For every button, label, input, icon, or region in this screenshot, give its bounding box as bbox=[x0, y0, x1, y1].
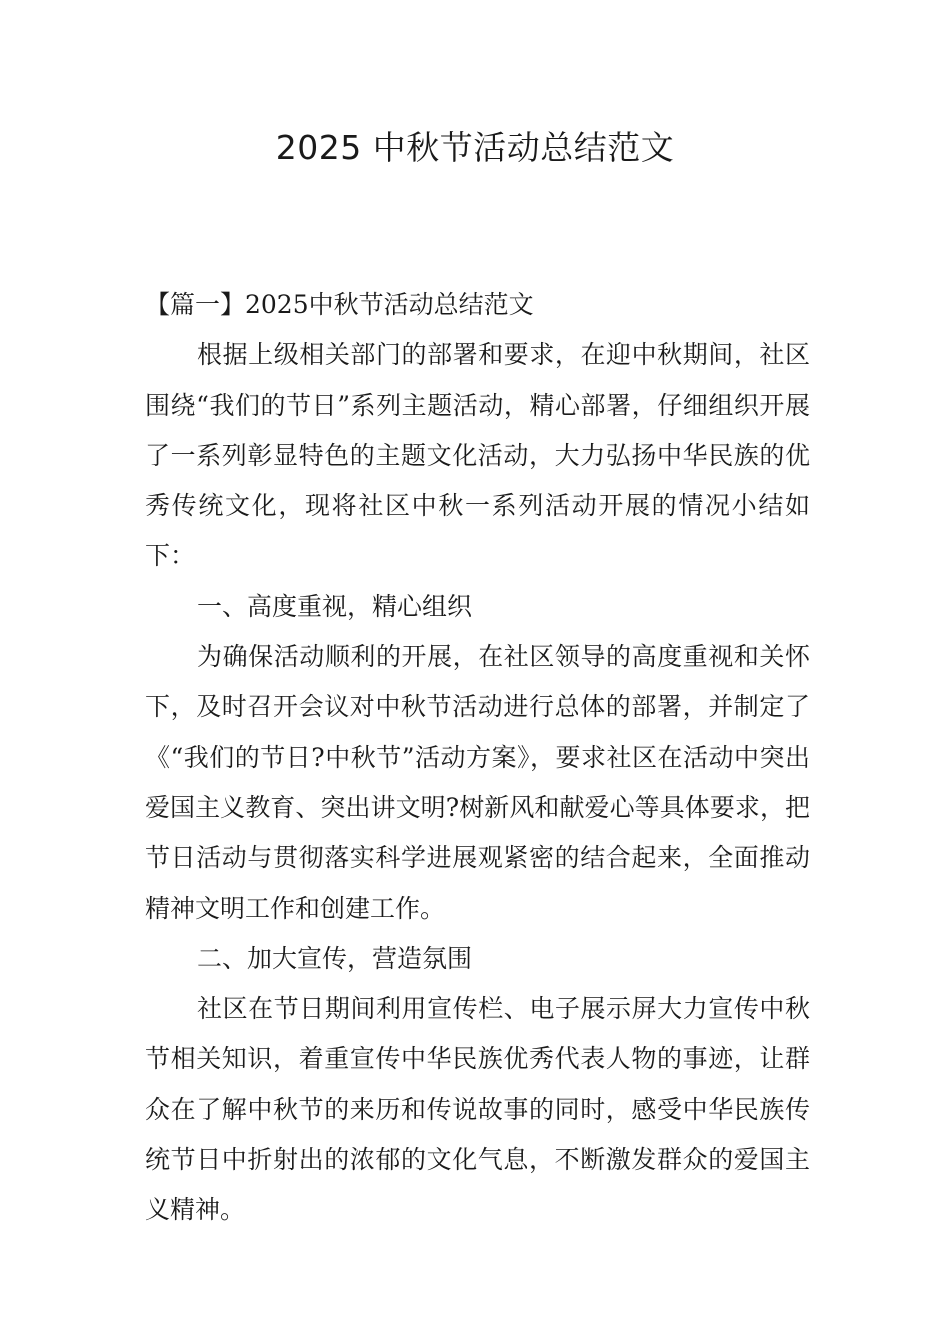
section-heading-1: 一、高度重视，精心组织 bbox=[197, 591, 473, 621]
document-body bbox=[145, 280, 810, 1236]
intro-paragraph: 根据上级相关部门的部署和要求，在迎中秋期间，社区围绕“我们的节日”系列主题活动，精心部署，仔细组织开展了一系列彰显特色的主题文化活动，大力弘扬中华民族的优秀传统文化，现将社区中秋一系列活动开展的情况小结如下： bbox=[145, 340, 810, 571]
section-paragraph-2: 社区在节日期间利用宣传栏、电子展示屏大力宣传中秋节相关知识，着重宣传中华民族优秀代表人物的事迹，让群众在了解中秋节的来历和传说故事的同时，感受中华民族传统节日中折射出的浓郁的文化气息，不断激发群众的爱国主义精神。 bbox=[145, 994, 810, 1225]
chapter-heading: 【篇一】2025中秋节活动总结范文 bbox=[145, 290, 534, 319]
document-title: 2025 中秋节活动总结范文 bbox=[275, 128, 675, 167]
section-paragraph-1: 为确保活动顺利的开展，在社区领导的高度重视和关怀下，及时召开会议对中秋节活动进行总体的部署，并制定了《“我们的节日?中秋节”活动方案》，要求社区在活动中突出爱国主义教育、突出讲文明?树新风和献爱心等具体要求，把节日活动与贯彻落实科学进展观紧密的结合起来，全面推动精神文明工作和创建工作。 bbox=[145, 642, 810, 923]
section-heading-2: 二、加大宣传，营造氛围 bbox=[197, 943, 473, 973]
